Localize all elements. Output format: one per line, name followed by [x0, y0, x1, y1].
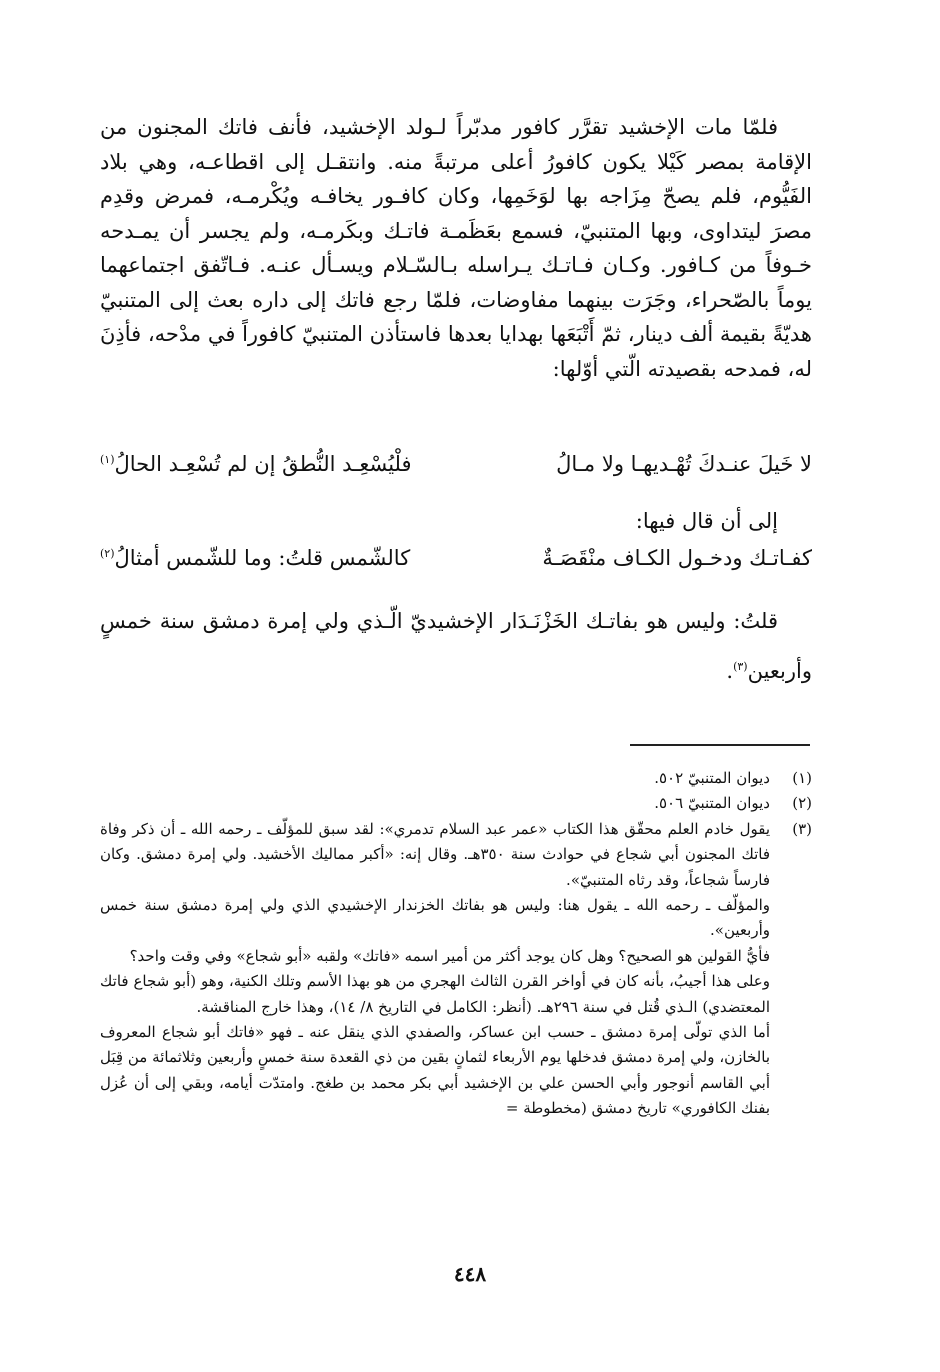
page-number: ٤٤٨ — [453, 1262, 487, 1286]
footnote-body — [100, 817, 770, 1122]
footnote-number: (٣) — [792, 819, 812, 838]
closing-period: . — [726, 659, 734, 683]
footnote-text: والمؤلّف ـ رحمه الله ـ يقول هنا: وليس هو بفاتك الخزندار الإخشيدي الذي ولي إمرة دمشق سنة خمس وأربعين». — [100, 896, 770, 940]
footnote-ref-2: (٢) — [100, 547, 115, 560]
footnote-number: (٢) — [792, 794, 812, 813]
verse-2-first-hemistich: كفـاتـك ودخـول الكـاف منْقَصَـةٌ — [542, 546, 812, 570]
footnote-1 — [100, 766, 812, 791]
footnote-ref-3: (٣) — [733, 660, 748, 673]
footnote-2 — [100, 791, 812, 816]
footnote-text: يقول خادم العلم محقّق هذا الكتاب «عمر عبد السلام تدمري»: لقد سبق للمؤلّف ـ رحمه الله ـ أن ذكر وفاة فاتك المجنون أبي شجاع في حوادث سنة ٣٥٠هـ. وقال إنه: «أكبر مماليك الأخشيد. ولي إمرة دمشق. وكان فارساً شجاعاً، وقد رثاه المتنبيّ». — [100, 819, 771, 889]
main-paragraph — [100, 110, 812, 386]
closing-paragraph-text: قلتُ: وليس هو بفاتـك الخَزْنَـدَار الإخشيديّ الّـذي ولي إمرة دمشق سنة خمسٍ وأربعين — [100, 609, 812, 683]
footnote-number: (١) — [792, 769, 812, 787]
verse-2-second-text: كالشّمس قلتُ: وما للشّمس أمثالُ — [114, 546, 411, 570]
footnote-text: وعلى هذا أجيبُ، بأنه كان في أواخر القرن الثالث الهجري من هو بهذا الأسم وتلك الكنية، وهو (أبو شجاع فاتك المعتضدي) الـذي قُتل في سنة ٢٩٦هـ. (أنظر: الكامل في التاريخ ٨/ ١٤)، وهذا خارج المناقشة. — [100, 972, 770, 1016]
verse-1-second-text: فلْيُسْعِـد النُّطقُ إن لم تُسْعِـد الحالُ — [114, 452, 412, 476]
footnote-ref-1: (١) — [100, 453, 115, 466]
closing-paragraph — [100, 598, 812, 694]
poem-verse-1 — [100, 452, 812, 476]
footnotes-list — [100, 766, 812, 1122]
verse-1-first-hemistich: لا خَيلَ عنـدكَ تُهْـديهـا ولا مـالُ — [556, 452, 812, 476]
verse-1-second-hemistich — [100, 452, 412, 476]
footnote-divider — [630, 744, 810, 746]
footnote-body — [100, 791, 770, 816]
footnote-text: فأيُّ القولين هو الصحيح؟ وهل كان يوجد أكثر من أمير اسمه «فاتك» ولقبه «أبو شجاع» وفي وقت واحد؟ — [129, 946, 770, 965]
footnote-body — [100, 766, 770, 791]
main-paragraph-text: فلمّا مات الإخشيد تقرَّر كافور مدبّراً لـولد الإخشيد، فأنف فاتك المجنون من الإقامة بمصر كَيْلا يكون كافورُ أعلى مرتبةً منه. وانتقـل إلى اقطاعـه، وهي بلاد الفَيُّوم، فلم يصحّ مِزَاجه بها لوَخَمِها، وكان كافـور يخافـه ويُكْرمـه، فمرض وقدِم مصرَ ليتداوى، وبها المتنبيّ، فسمع بعَظَمـة فاتـك وبكَرمـه، ولم يجسر أن يمـدحه خـوفاً من كـافور. وكـان فـاتـك يـراسله بـالسّـلام ويسـأل عنـه. فـاتّفق اجتماعهما يوماً بالصّحراء، وجَرَت بينهما مفاوضات، فلمّا رجع فاتك إلى داره بعث إلى المتنبيّ هديّةً بقيمة ألف دينار، ثمّ أَتْبَعَها بهدايا بعدها فاستأذن المتنبيّ كافوراً في مدْحه، فأذِنَ له، فمدحه بقصيدته الّتي أوّلها: — [100, 115, 812, 381]
poem-verse-2 — [100, 546, 812, 570]
verse-intro-line: إلى أن قال فيها: — [635, 509, 778, 533]
verse-2-second-hemistich — [100, 546, 410, 570]
footnote-3 — [100, 817, 812, 1122]
footnote-text: ديوان المتنبيّ ٥٠٦. — [654, 794, 770, 813]
footnote-text: ديوان المتنبيّ ٥٠٢. — [654, 769, 770, 787]
footnote-text: أما الذي تولّى إمرة دمشق ـ حسب ابن عساكر، والصفدي الذي ينقل عنه ـ فهو «فاتك أبو شجاع المعروف بالخازن، ولي إمرة دمشق فدخلها يوم الأربعاء لثمانٍ بقين من ذي القعدة سنة خمسٍ وأربعين وثلاثمائة من قِبَل أبي القاسم أنوجور وأبي الحسن علي بن الإخشيد أبي بكر محمد بن طغج. وامتدّت أيامه، وبقي إلى أن عُزل بفنك الكافوري» تاريخ دمشق (مخطوطة = — [100, 1023, 770, 1118]
